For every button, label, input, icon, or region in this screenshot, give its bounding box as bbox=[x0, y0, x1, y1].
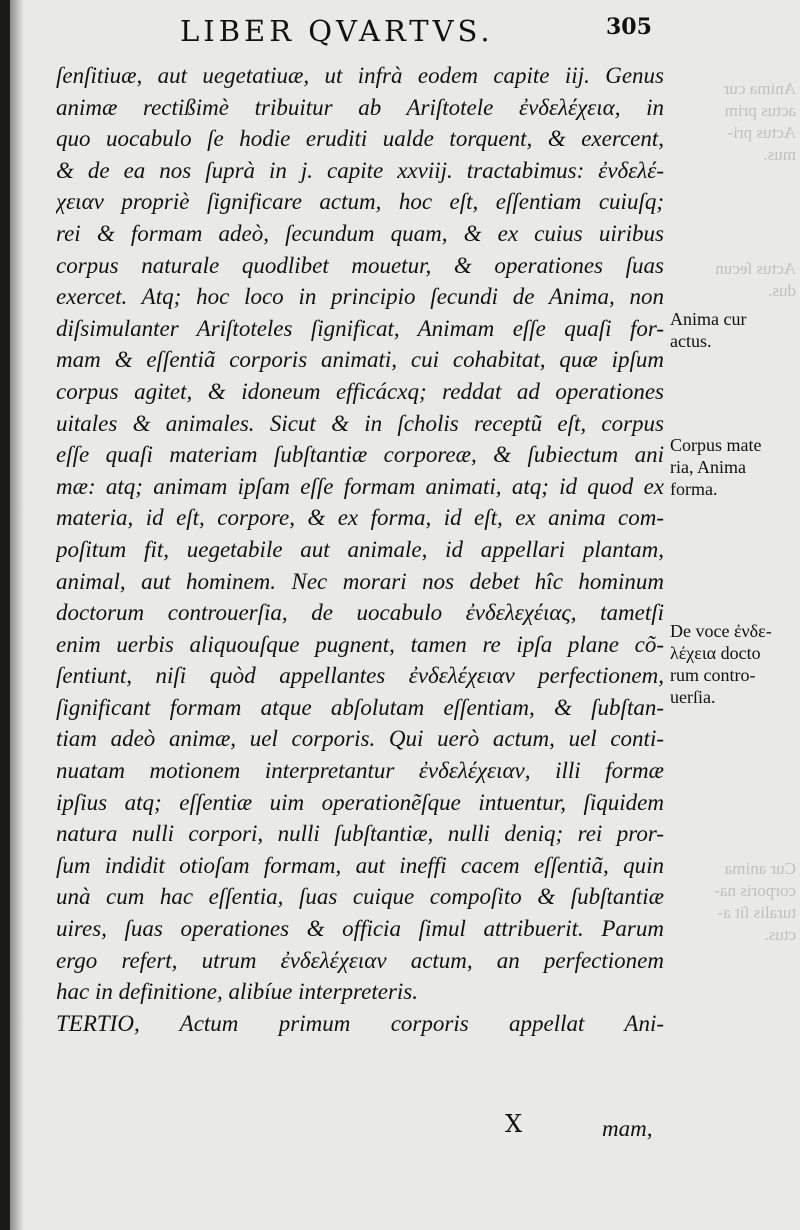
text-line: tiam adeò animæ, uel corporis. Qui uerò actum, uel conti- bbox=[56, 726, 664, 752]
text-line: ipſius atq; eſſentiæ uim operationẽſque intuentur, ſiquidem bbox=[56, 789, 664, 815]
catchword: mam, bbox=[602, 1116, 653, 1141]
text-line: animal, aut hominem. Nec morari nos debet hîc hominum bbox=[56, 568, 664, 594]
text-line: ergo refert, utrum ἐνδελέχειαν actum, an perfectionem bbox=[56, 947, 664, 973]
text-line: rei & formam adeò, ſecundum quam, & ex cuius uiribus bbox=[56, 220, 664, 246]
text-line: diſsimulanter Ariſtoteles ſignificat, Animam eſſe quaſi for- bbox=[56, 315, 664, 341]
text-line: hac in definitione, alibíue interpreteris. bbox=[56, 979, 418, 1005]
text-line: eſſe quaſi materiam ſubſtantiæ corporeæ, & ſubiectum ani bbox=[56, 442, 664, 468]
text-line: quo uocabulo ſe hodie eruditi ualde torquent, & exercent, bbox=[56, 126, 664, 152]
signature-mark: X bbox=[505, 1110, 523, 1138]
text-line: χειαν propriè ſignificare actum, hoc eſt, eſſentiam cuiuſq; bbox=[56, 189, 664, 215]
body-text bbox=[56, 60, 664, 1039]
marginal-note: Anima cur actus. bbox=[670, 309, 747, 351]
text-line: nuatam motionem interpretantur ἐνδελέχειαν, illi formæ bbox=[56, 758, 664, 784]
text-line: mam & eſſentiã corporis animati, cui cohabitat, quæ ipſum bbox=[56, 347, 664, 373]
text-line: ſignificant formam atque abſolutam eſſentiam, & ſubſtan- bbox=[56, 694, 664, 720]
text-line: ſenſitiuæ, aut uegetatiuæ, ut infrà eodem capite iij. Genus bbox=[56, 63, 664, 88]
running-head: LIBER QVARTVS. bbox=[180, 14, 494, 48]
marginal-note: De voce ἐνδε- λέχεια docto rum contro- uerſia. bbox=[670, 621, 772, 707]
text-line: & de ea nos ſuprà in j. capite xxviij. tractabimus: ἐνδελέ- bbox=[56, 157, 664, 183]
text-line: exercet. Atq; hoc loco in principio ſecundi de Anima, non bbox=[56, 284, 664, 310]
text-line: materia, id eſt, corpore, & ex forma, id eſt, ex anima com- bbox=[56, 505, 664, 531]
text-line: TERTIO, Actum primum corporis appellat Ani- bbox=[56, 1010, 664, 1036]
text-line: mæ: atq; animam ipſam eſſe formam animati, atq; id quod ex bbox=[56, 473, 664, 499]
text-line: ſum indidit otioſam formam, aut ineffi cacem eſſentiã, quin bbox=[56, 852, 664, 878]
text-line: natura nulli corpori, nulli ſubſtantiæ, nulli deniq; rei pror- bbox=[56, 821, 664, 847]
bleed-through-note: Actus ſecun dus. bbox=[715, 259, 796, 300]
text-line: animæ rectißimè tribuitur ab Ariſtotele ἐνδελέχεια, in bbox=[56, 94, 664, 120]
text-line: uires, ſuas operationes & officia ſimul attribuerit. Parum bbox=[56, 916, 664, 942]
bleed-through-note: Anima cur actus prim Actus pri- mus. bbox=[723, 79, 796, 164]
text-line: ſentiunt, niſi quòd appellantes ἐνδελέχειαν perfectionem, bbox=[56, 663, 664, 689]
book-page bbox=[10, 0, 800, 1230]
text-line: uitales & animales. Sicut & in ſcholis receptũ eſt, corpus bbox=[56, 410, 664, 436]
text-line: doctorum controuerſia, de uocabulo ἐνδελεχέιας, tametſi bbox=[56, 600, 664, 626]
page-number: 305 bbox=[606, 14, 652, 40]
text-line: enim uerbis aliquouſque pugnent, tamen re ipſa plane cõ- bbox=[56, 631, 664, 657]
text-line: unà cum hac eſſentia, ſuas cuique compoſito & ſubſtantiæ bbox=[56, 884, 664, 910]
text-line: corpus naturale quodlibet mouetur, & operationes ſuas bbox=[56, 252, 664, 278]
text-line: poſitum fit, uegetabile aut animale, id appellari plantam, bbox=[56, 536, 664, 562]
bleed-through-note: Cur anima corporis na- turalis ſit a- ctus. bbox=[714, 859, 796, 944]
marginal-note: Corpus mate ria, Anima forma. bbox=[670, 435, 762, 499]
text-line: corpus agitet, & idoneum efficácxq; reddat ad operationes bbox=[56, 378, 664, 404]
